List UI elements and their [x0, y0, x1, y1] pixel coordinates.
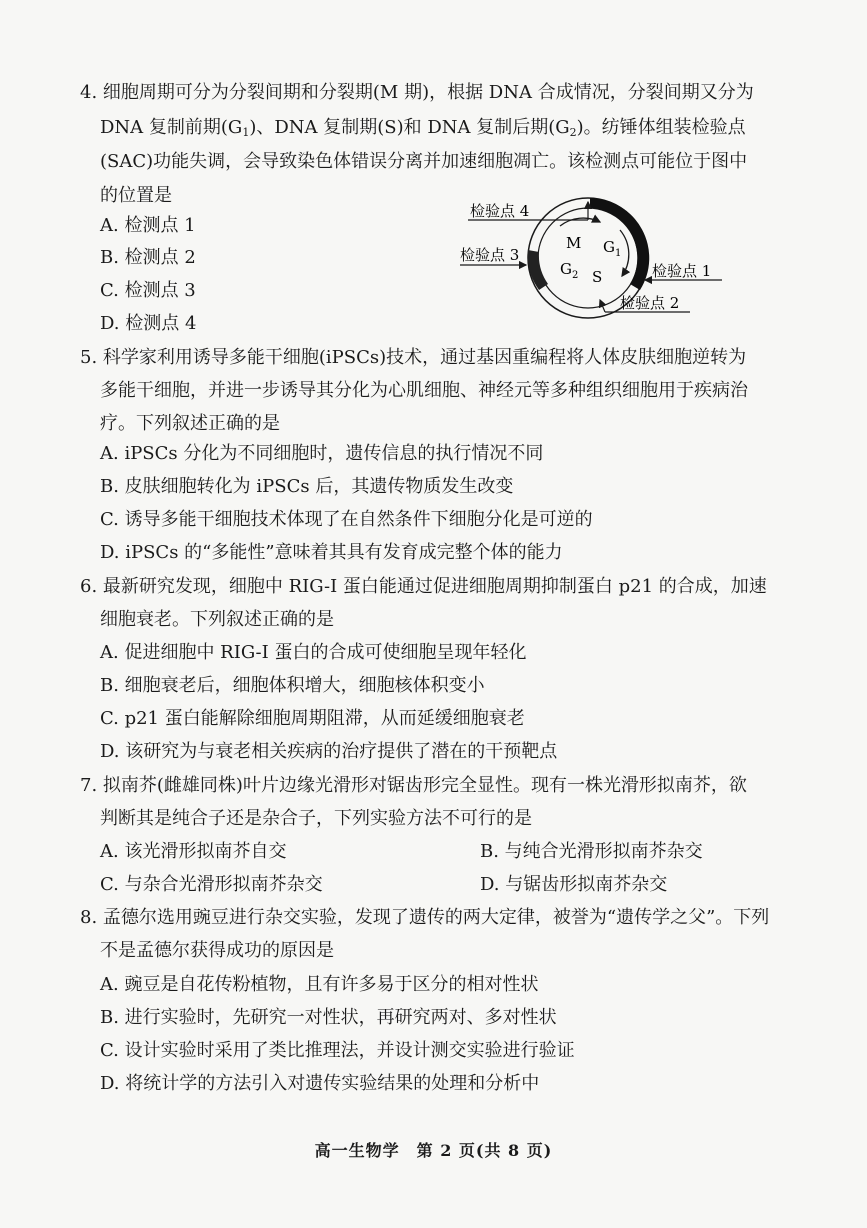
q8-option-a: A. 豌豆是自花传粉植物，且有许多易于区分的相对性状 [100, 974, 539, 995]
q4-stem-2a: DNA 复制前期(G [100, 117, 243, 138]
q6-option-b: B. 细胞衰老后，细胞体积增大，细胞核体积变小 [100, 675, 485, 696]
q4-stem-line-2 [100, 115, 746, 146]
phase-m-label: M [566, 234, 582, 252]
phase-g1-label [603, 238, 621, 259]
q4-option-a: A. 检测点 1 [100, 215, 196, 236]
checkpoint-1-label: 检验点 1 [652, 262, 712, 280]
q8-option-b: B. 进行实验时，先研究一对性状，再研究两对、多对性状 [100, 1007, 557, 1028]
q6-option-c: C. p21 蛋白能解除细胞周期阻滞，从而延缓细胞衰老 [100, 708, 525, 729]
q4-option-d: D. 检测点 4 [100, 313, 197, 334]
q4-stem-line-3: (SAC)功能失调，会导致染色体错误分离并加速细胞凋亡。该检测点可能位于图中 [100, 151, 748, 172]
q5-stem-line-1: 5. 科学家利用诱导多能干细胞(iPSCs)技术，通过基因重编程将人体皮肤细胞逆转为 [80, 347, 747, 368]
q5-stem-line-2: 多能干细胞，并进一步诱导其分化为心肌细胞、神经元等多种组织细胞用于疾病治 [100, 380, 748, 401]
q4-stem-2d: 2 [569, 126, 577, 139]
q6-option-d: D. 该研究为与衰老相关疾病的治疗提供了潜在的干预靶点 [100, 741, 558, 762]
page-footer: 高一生物学 第 2 页(共 8 页) [314, 1141, 553, 1160]
q4-option-c: C. 检测点 3 [100, 280, 196, 301]
phase-s-label: S [592, 268, 603, 286]
q5-option-c: C. 诱导多能干细胞技术体现了在自然条件下细胞分化是可逆的 [100, 509, 593, 530]
q7-option-b: B. 与纯合光滑形拟南芥杂交 [480, 841, 703, 862]
q6-stem-line-1: 6. 最新研究发现，细胞中 RIG-I 蛋白能通过促进细胞周期抑制蛋白 p21 的合成，加速 [80, 576, 767, 597]
q7-stem-line-1: 7. 拟南芥(雌雄同株)叶片边缘光滑形对锯齿形完全显性。现有一株光滑形拟南芥，欲 [80, 775, 747, 796]
q4-stem-line-4: 的位置是 [100, 185, 172, 206]
phase-g1-text: G [603, 238, 615, 256]
phase-g1-sub: 1 [614, 248, 622, 259]
q4-stem-2c: )、DNA 复制期(S)和 DNA 复制后期(G [249, 117, 570, 138]
phase-g2-text: G [560, 260, 572, 278]
q7-option-c: C. 与杂合光滑形拟南芥杂交 [100, 874, 323, 895]
q8-stem-line-1: 8. 孟德尔选用豌豆进行杂交实验，发现了遗传的两大定律，被誉为“遗传学之父”。下列 [80, 907, 770, 928]
checkpoint-4-label: 检验点 4 [470, 202, 530, 220]
q7-option-d: D. 与锯齿形拟南芥杂交 [480, 874, 668, 895]
q5-option-d: D. iPSCs 的“多能性”意味着其具有发育成完整个体的能力 [100, 542, 563, 563]
checkpoint-2-label: 检验点 2 [620, 294, 680, 312]
q8-option-d: D. 将统计学的方法引入对遗传实验结果的处理和分析中 [100, 1073, 540, 1094]
q7-stem-line-2: 判断其是纯合子还是杂合子，下列实验方法不可行的是 [100, 808, 532, 829]
q4-stem-2e: )。纺锤体组装检验点 [576, 117, 746, 138]
phase-g2-label [560, 260, 578, 281]
q5-stem-line-3: 疗。下列叙述正确的是 [100, 413, 280, 434]
q4-stem-2b: 1 [242, 126, 250, 139]
q7-option-a: A. 该光滑形拟南芥自交 [100, 841, 287, 862]
checkpoint-3-label: 检验点 3 [460, 246, 520, 264]
q5-option-b: B. 皮肤细胞转化为 iPSCs 后，其遗传物质发生改变 [100, 476, 514, 497]
cell-cycle-diagram [440, 190, 740, 320]
q8-stem-line-2: 不是孟德尔获得成功的原因是 [100, 940, 334, 961]
q5-option-a: A. iPSCs 分化为不同细胞时，遗传信息的执行情况不同 [100, 443, 544, 464]
arrow-m [560, 218, 600, 226]
q6-stem-line-2: 细胞衰老。下列叙述正确的是 [100, 609, 334, 630]
inner-ring [538, 208, 638, 308]
q6-option-a: A. 促进细胞中 RIG-I 蛋白的合成可使细胞呈现年轻化 [100, 642, 527, 663]
q8-option-c: C. 设计实验时采用了类比推理法，并设计测交实验进行验证 [100, 1040, 575, 1061]
phase-g2-sub: 2 [571, 270, 579, 281]
g2-band [528, 250, 548, 290]
q4-stem-line-1: 4. 细胞周期可分为分裂间期和分裂期(M 期)，根据 DNA 合成情况，分裂间期又分为 [80, 82, 754, 103]
q4-option-b: B. 检测点 2 [100, 247, 196, 268]
